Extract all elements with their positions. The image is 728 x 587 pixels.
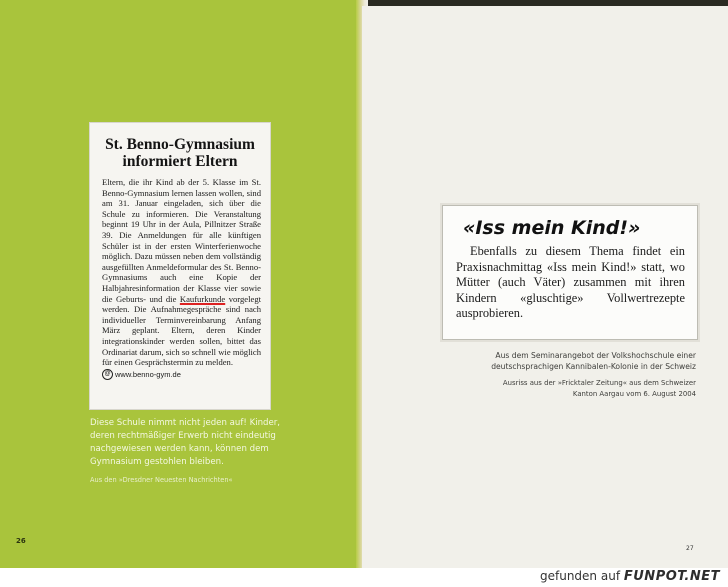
- right-source-line1: Ausriss aus der »Fricktaler Zeitung« aus dem Schweizer: [502, 379, 696, 387]
- watermark-footer: [0, 568, 728, 587]
- clipping-right-body: Ebenfalls zu diesem Thema findet ein Praxisnachmittag «Iss mein Kind!» statt, wo Mütter (auch Väter) zusammen mit ihren Kindern «gluschtige» Vollwertrezepte ausprobieren.: [456, 244, 685, 320]
- page-number-right: 27: [686, 545, 694, 552]
- right-caption-line2: deutschsprachigen Kannibalen-Kolonie in der Schweiz: [491, 362, 696, 371]
- clipping-right-headline: «Iss mein Kind!»: [463, 217, 641, 239]
- watermark-prefix: gefunden auf: [540, 569, 621, 583]
- clipping-body: [102, 177, 261, 368]
- left-page: [0, 0, 362, 570]
- watermark-brand: FUNPOT.NET: [623, 569, 720, 584]
- left-caption: Diese Schule nimmt nicht jeden auf! Kinder, deren rechtmäßiger Erwerb nicht eindeutig nachgewiesen werden kann, können dem Gymnasium gestohlen bleiben.: [90, 418, 281, 467]
- right-source: [390, 378, 696, 400]
- left-source: Aus den »Dresdner Neuesten Nachrichten«: [90, 476, 233, 484]
- clipping-headline-line1: St. Benno-Gymnasium: [105, 136, 255, 153]
- clipping-body-part1: Eltern, die ihr Kind ab der 5. Klasse im St. Benno-Gymnasium lernen lassen wollen, sind am 31. Januar eingeladen, sich über die Schule zu informieren. Die Veranstaltung beginnt 19 Uhr in der Aula, Pillnitzer Straße 39. Die Anmeldungen für alle künftigen Schüler ist in der ersten Winterferienwoche möglich. Dazu müssen neben dem vollständig ausgefüllten Anmeldeformular des St. Benno-Gymnasiums auch eine Kopie der Halbjahresinformation der Klasse vier sowie die Geburts- und die: [102, 177, 261, 304]
- right-caption-line1: Aus dem Seminarangebot der Volkshochschule einer: [495, 351, 696, 360]
- highlighted-word: Kaufurkunde: [179, 293, 226, 304]
- clipping-url-text: www.benno-gym.de: [115, 369, 181, 379]
- right-source-line2: Kanton Aargau vom 6. August 2004: [572, 390, 696, 398]
- right-caption: [390, 350, 696, 372]
- clipping-headline-line2: informiert Eltern: [122, 153, 238, 170]
- bleed-through-decor: [572, 166, 581, 196]
- at-sign-icon: @: [102, 369, 113, 380]
- clipping-body-part2: vorgelegt werden. Die Aufnahmegespräche sind nach individueller Terminvereinbarung Anfang März geplant. Eltern, deren Kinder integrationskinder werden sollen, bittet das Ordinariat darum, sich so schnell wie möglich für einen Gesprächstermin zu melden.: [102, 293, 262, 368]
- clipping-headline: [96, 136, 264, 170]
- clipping-url: [102, 369, 270, 380]
- newspaper-clipping-left: [90, 123, 270, 409]
- page-number-left: 26: [16, 537, 26, 545]
- newspaper-clipping-right: [442, 205, 698, 340]
- watermark-text: [540, 569, 720, 584]
